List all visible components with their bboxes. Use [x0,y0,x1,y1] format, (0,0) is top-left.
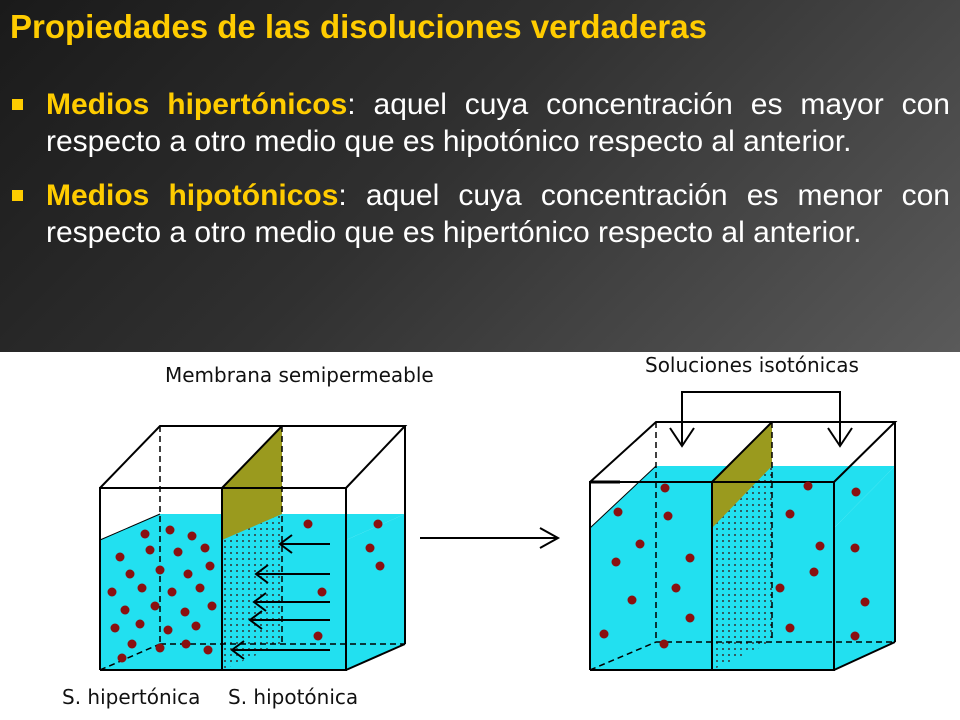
bullet-hypotonic [10,177,950,251]
left-dotted-region [222,514,282,670]
term-hypotonic: Medios hipotónicos [46,179,339,212]
definition-hypotonic: : aquel cuya concentración es menor con respecto a otro medio que es hipertónico respecto al anterior. [46,179,950,249]
right-container [590,392,895,670]
hypertonic-label: S. hipertónica [62,685,201,709]
bullet-square-icon [12,190,23,201]
membrane-label: Membrana semipermeable [165,363,434,387]
definition-hypertonic: : aquel cuya concentración es mayor con respecto a otro medio que es hipotónico respecto al anterior. [46,88,950,158]
osmosis-diagram-svg [0,352,960,720]
left-water-side [346,514,405,670]
bullet-square-icon [12,99,23,110]
term-hypertonic: Medios hipertónicos [46,88,348,121]
left-container [100,426,405,670]
isotonic-label: Soluciones isotónicas [645,353,859,377]
bullet-hypertonic [10,86,950,160]
slide-header-area [0,0,960,352]
hypotonic-label: S. hipotónica [228,685,359,709]
osmosis-diagram [0,352,960,720]
transition-arrow [420,528,558,548]
bullet-list [10,86,950,268]
slide-title: Propiedades de las disoluciones verdaderas [10,8,707,45]
